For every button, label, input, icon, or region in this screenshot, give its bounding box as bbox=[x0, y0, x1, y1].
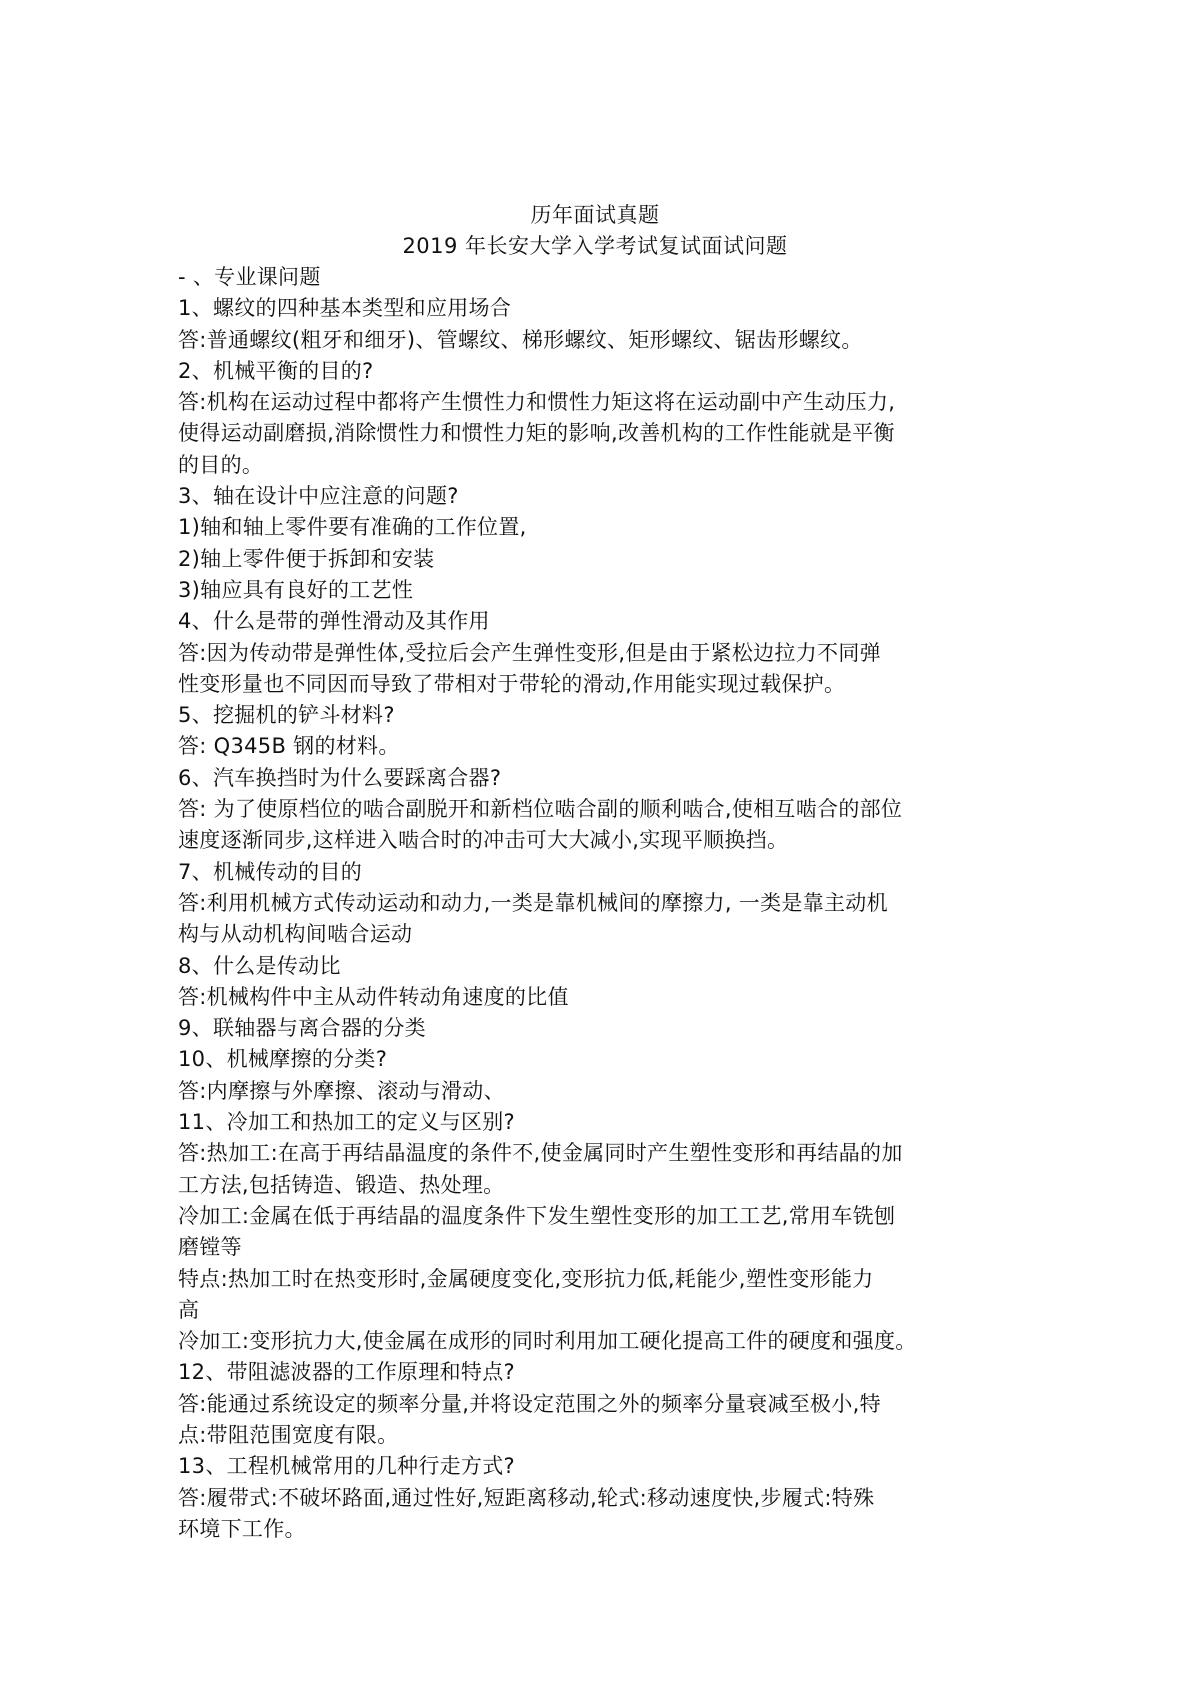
answer-11-line-6: 高 bbox=[178, 1297, 200, 1322]
answer-2-line-2: 使得运动副磨损,消除惯性力和惯性力矩的影响,改善机构的工作性能就是平衡 bbox=[178, 421, 895, 446]
answer-3-item-2: 2)轴上零件便于拆卸和安装 bbox=[178, 546, 435, 571]
answer-11-line-7: 冷加工:变形抗力大,使金属在成形的同时利用加工硬化提高工件的硬度和强度。 bbox=[178, 1329, 917, 1354]
answer-11-line-1: 答:热加工:在高于再结晶温度的条件不,使金属同时产生塑性变形和再结晶的加 bbox=[178, 1141, 903, 1166]
answer-12-line-2: 点:带阻范围宽度有限。 bbox=[178, 1422, 399, 1447]
title-block bbox=[0, 200, 1190, 262]
question-11: 11、冷加工和热加工的定义与区别? bbox=[178, 1110, 515, 1135]
question-2: 2、机械平衡的目的? bbox=[178, 358, 374, 383]
answer-2-line-1: 答:机构在运动过程中都将产生惯性力和惯性力矩这将在运动副中产生动压力, bbox=[178, 390, 896, 415]
answer-4-line-2: 性变形量也不同因而导致了带相对于带轮的滑动,作用能实现过载保护。 bbox=[178, 671, 846, 696]
answer-5: 答: Q345B 钢的材料。 bbox=[178, 734, 400, 759]
question-9: 9、联轴器与离合器的分类 bbox=[178, 1016, 426, 1041]
answer-6-line-1: 答: 为了使原档位的啮合副脱开和新档位啮合副的顺利啮合,使相互啮合的部位 bbox=[178, 797, 903, 822]
answer-3-item-1: 1)轴和轴上零件要有准确的工作位置, bbox=[178, 515, 527, 540]
document-title: 历年面试真题 bbox=[530, 203, 660, 227]
answer-3-item-3: 3)轴应具有良好的工艺性 bbox=[178, 577, 414, 602]
answer-4-line-1: 答:因为传动带是弹性体,受拉后会产生弹性变形,但是由于紧松边拉力不同弹 bbox=[178, 640, 881, 665]
document-body bbox=[178, 262, 1038, 1545]
answer-11-line-3: 冷加工:金属在低于再结晶的温度条件下发生塑性变形的加工工艺,常用车铣刨 bbox=[178, 1203, 896, 1228]
question-5: 5、挖掘机的铲斗材料? bbox=[178, 703, 395, 728]
answer-2-line-3: 的目的。 bbox=[178, 452, 264, 477]
question-7: 7、机械传动的目的 bbox=[178, 859, 363, 884]
question-10: 10、机械摩擦的分类? bbox=[178, 1047, 388, 1072]
answer-12-line-1: 答:能通过系统设定的频率分量,并将设定范围之外的频率分量衰减至极小,特 bbox=[178, 1391, 881, 1416]
answer-1: 答:普通螺纹(粗牙和细牙)、管螺纹、梯形螺纹、矩形螺纹、锯齿形螺纹。 bbox=[178, 327, 863, 352]
question-12: 12、带阻滤波器的工作原理和特点? bbox=[178, 1360, 515, 1385]
answer-11-line-4: 磨镗等 bbox=[178, 1235, 242, 1260]
answer-11-line-2: 工方法,包括铸造、锻造、热处理。 bbox=[178, 1172, 505, 1197]
answer-13-line-1: 答:履带式:不破坏路面,通过性好,短距离移动,轮式:移动速度快,步履式:特殊 bbox=[178, 1485, 875, 1510]
answer-11-line-5: 特点:热加工时在热变形时,金属硬度变化,变形抗力低,耗能少,塑性变形能力 bbox=[178, 1266, 874, 1291]
answer-13-line-2: 环境下工作。 bbox=[178, 1516, 306, 1541]
answer-6-line-2: 速度逐渐同步,这样进入啮合时的冲击可大大减小,实现平顺换挡。 bbox=[178, 828, 789, 853]
question-1: 1、螺纹的四种基本类型和应用场合 bbox=[178, 296, 512, 321]
answer-10: 答:内摩擦与外摩擦、滚动与滑动、 bbox=[178, 1078, 505, 1103]
answer-7-line-2: 构与从动机构间啮合运动 bbox=[178, 922, 413, 947]
question-3: 3、轴在设计中应注意的问题? bbox=[178, 484, 459, 509]
section-heading: - 、专业课问题 bbox=[178, 265, 321, 289]
question-6: 6、汽车换挡时为什么要踩离合器? bbox=[178, 765, 502, 790]
question-4: 4、什么是带的弹性滑动及其作用 bbox=[178, 609, 490, 634]
document-subtitle: 2019 年长安大学入学考试复试面试问题 bbox=[402, 234, 788, 258]
answer-7-line-1: 答:利用机械方式传动运动和动力,一类是靠机械间的摩擦力, 一类是靠主动机 bbox=[178, 890, 888, 915]
question-13: 13、工程机械常用的几种行走方式? bbox=[178, 1454, 515, 1479]
question-8: 8、什么是传动比 bbox=[178, 953, 341, 978]
answer-8: 答:机械构件中主从动件转动角速度的比值 bbox=[178, 984, 569, 1009]
